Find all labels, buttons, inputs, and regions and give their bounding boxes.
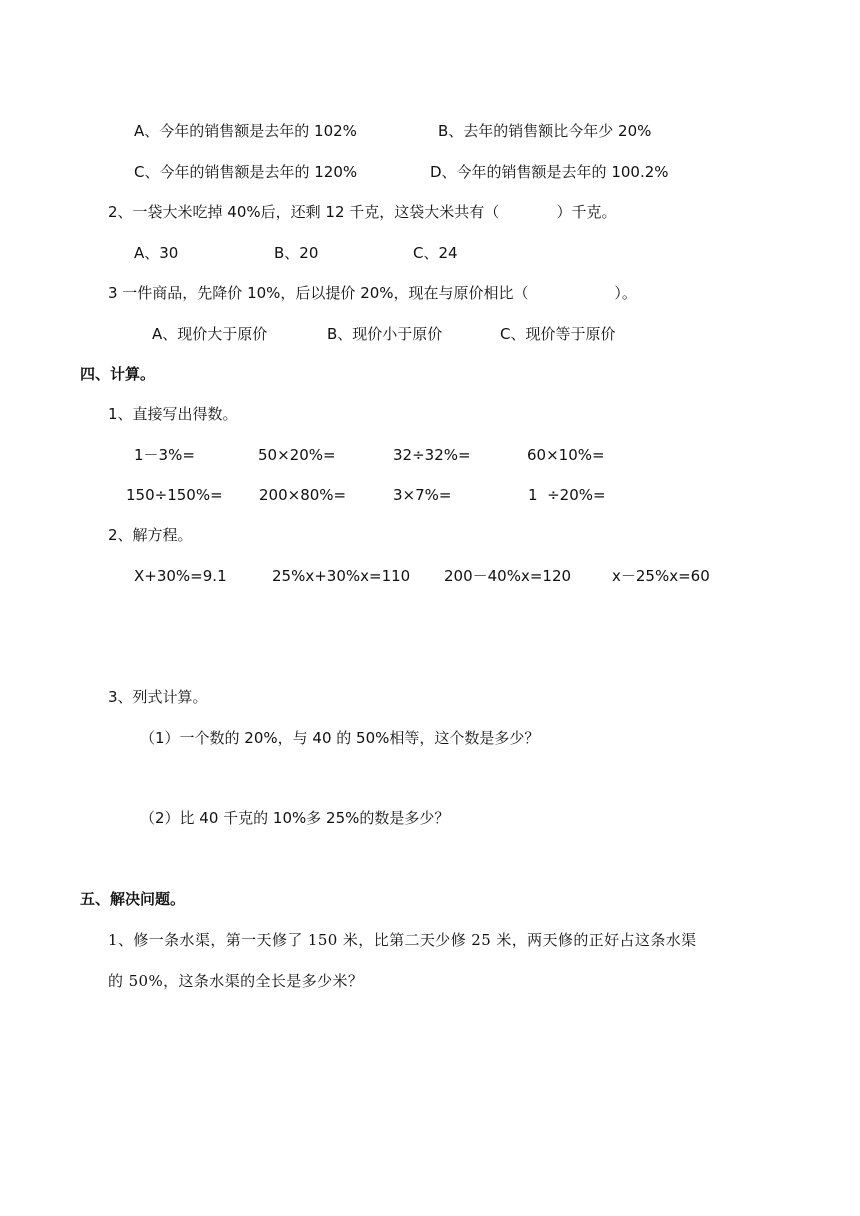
word-problem-1: （1）一个数的 20%，与 40 的 50%相等，这个数是多少？ <box>140 729 540 747</box>
section4-title: 四、计算。 <box>80 365 156 383</box>
q3-option-c: C、现价等于原价 <box>500 325 616 343</box>
calc-2-4: 1 ÷20%= <box>528 486 606 504</box>
calc-1-1: 1－3%= <box>134 446 195 464</box>
equation-3: 200－40%x=120 <box>444 567 572 585</box>
q3-stem: 3 一件商品，先降价 10%，后以提价 20%，现在与原价相比（ ）。 <box>108 284 637 302</box>
problem-1-line2: 的 50%，这条水渠的全长是多少米？ <box>108 972 364 990</box>
q1-option-b: B、去年的销售额比今年少 20% <box>438 122 652 140</box>
q2-option-b: B、20 <box>274 244 319 262</box>
q2-option-c: C、24 <box>413 244 458 262</box>
equation-2: 25%x+30%x=110 <box>272 567 411 585</box>
calc-1-3: 32÷32%= <box>393 446 471 464</box>
problem-1-line1: 1、修一条水渠，第一天修了 150 米，比第二天少修 25 米，两天修的正好占这条水渠 <box>108 931 697 949</box>
section4-part1-title: 1、直接写出得数。 <box>108 405 238 423</box>
q2-stem: 2、一袋大米吃掉 40%后，还剩 12 千克，这袋大米共有（ ）千克。 <box>108 203 617 221</box>
q1-option-d: D、今年的销售额是去年的 100.2% <box>430 163 669 181</box>
section4-part2-title: 2、解方程。 <box>108 526 193 544</box>
calc-1-4: 60×10%= <box>527 446 605 464</box>
equation-1: X+30%=9.1 <box>134 567 227 585</box>
q1-option-c: C、今年的销售额是去年的 120% <box>134 163 358 181</box>
q3-option-a: A、现价大于原价 <box>152 325 268 343</box>
q3-option-b: B、现价小于原价 <box>327 325 443 343</box>
section4-part3-title: 3、列式计算。 <box>108 688 208 706</box>
q2-option-a: A、30 <box>134 244 179 262</box>
calc-2-1: 150÷150%= <box>126 486 223 504</box>
q1-option-a: A、今年的销售额是去年的 102% <box>134 122 357 140</box>
word-problem-2: （2）比 40 千克的 10%多 25%的数是多少？ <box>140 809 450 827</box>
calc-2-2: 200×80%= <box>259 486 347 504</box>
calc-2-3: 3×7%= <box>393 486 452 504</box>
section5-title: 五、解决问题。 <box>80 890 186 908</box>
equation-4: x－25%x=60 <box>612 567 710 585</box>
calc-1-2: 50×20%= <box>258 446 336 464</box>
